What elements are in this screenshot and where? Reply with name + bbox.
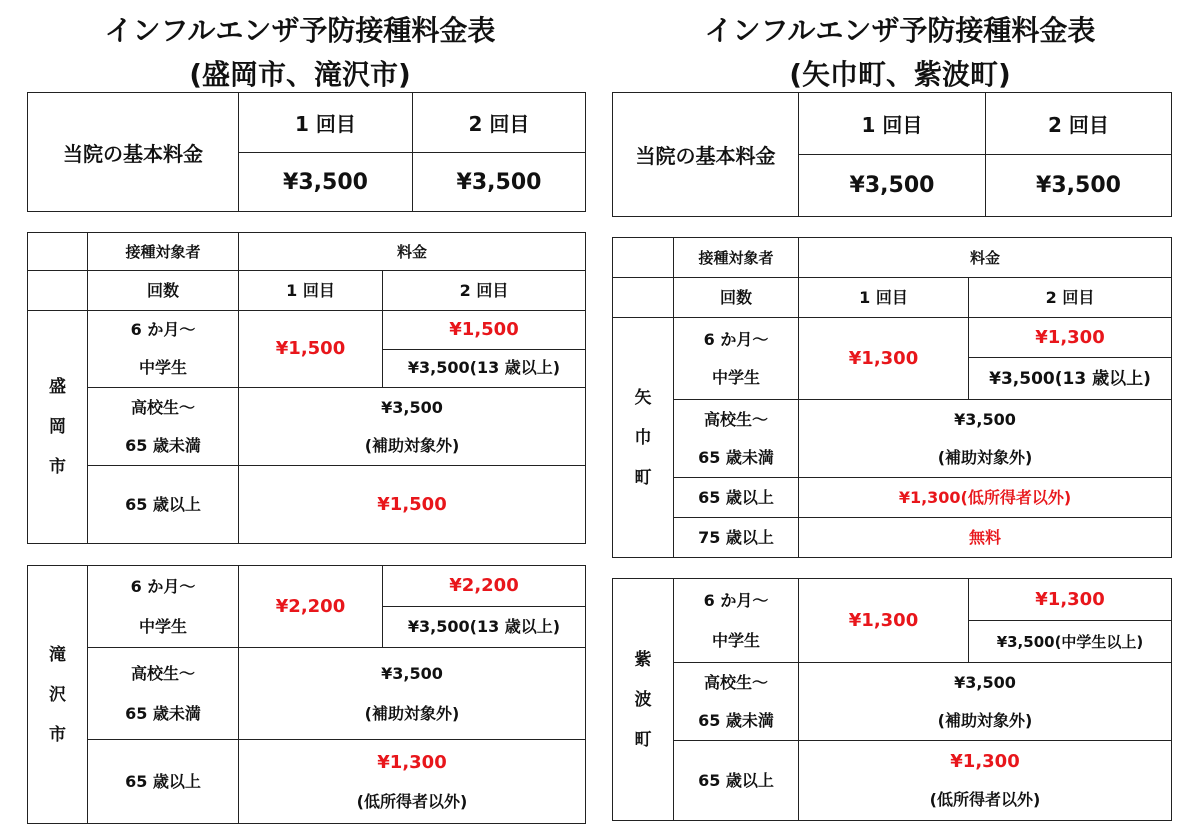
elder-price: 無料: [799, 518, 1172, 558]
adult-price: ¥3,500 (補助対象外): [239, 388, 586, 466]
child-first-price: ¥2,200: [239, 566, 383, 648]
child-second-price-over: ¥3,500(中学生以上): [969, 621, 1172, 663]
left-subtitle: (盛岡市、滝沢市): [189, 58, 411, 91]
right-subtitle: (矢巾町、紫波町): [789, 58, 1011, 91]
morioka-fee-table: [27, 232, 586, 544]
basic-first-price: ¥3,500: [799, 155, 986, 217]
child-second-price: ¥1,500: [383, 311, 586, 350]
municipality-shiwa: 紫 波 町: [613, 579, 674, 821]
municipality-yahaba: 矢 巾 町: [613, 318, 674, 558]
blank-cell: [613, 278, 674, 318]
left-title: インフルエンザ予防接種料金表: [104, 14, 496, 47]
child-second-price: ¥1,300: [969, 318, 1172, 358]
child-second-price-over13: ¥3,500(13 歳以上): [969, 358, 1172, 400]
adult-age-label: 高校生〜 65 歳未満: [674, 400, 799, 478]
senior-price: ¥1,300 (低所得者以外): [799, 741, 1172, 821]
senior-age-label: 65 歳以上: [88, 466, 239, 544]
blank-cell: [613, 238, 674, 278]
takizawa-fee-table: [27, 565, 586, 824]
child-second-price-over13: ¥3,500(13 歳以上): [383, 607, 586, 648]
basic-second-header: 2 回目: [986, 93, 1172, 155]
child-first-price: ¥1,500: [239, 311, 383, 388]
senior-age-label: 65 歳以上: [88, 740, 239, 824]
senior-price: ¥1,300 (低所得者以外): [239, 740, 586, 824]
second-header: 2 回目: [383, 271, 586, 311]
basic-first-header: 1 回目: [799, 93, 986, 155]
blank-cell: [28, 233, 88, 271]
adult-age-label: 高校生〜 65 歳未満: [88, 648, 239, 740]
right-basic-fee-table: [612, 92, 1172, 217]
senior-age-label: 65 歳以上: [674, 741, 799, 821]
child-age-label: 6 か月〜 中学生: [674, 318, 799, 400]
child-age-label: 6 か月〜 中学生: [88, 566, 239, 648]
shiwa-fee-table: [612, 578, 1172, 821]
child-age-label: 6 か月〜 中学生: [674, 579, 799, 663]
basic-first-header: 1 回目: [239, 93, 413, 153]
yahaba-fee-table: [612, 237, 1172, 558]
fee-header: 料金: [799, 238, 1172, 278]
child-first-price: ¥1,300: [799, 318, 969, 400]
municipality-takizawa: 滝 沢 市: [28, 566, 88, 824]
adult-age-label: 高校生〜 65 歳未満: [88, 388, 239, 466]
child-second-price: ¥2,200: [383, 566, 586, 607]
count-header: 回数: [674, 278, 799, 318]
basic-fee-label: 当院の基本料金: [613, 93, 799, 217]
basic-second-header: 2 回目: [413, 93, 586, 153]
child-second-price-over13: ¥3,500(13 歳以上): [383, 349, 586, 388]
basic-first-price: ¥3,500: [239, 153, 413, 212]
blank-cell: [28, 271, 88, 311]
basic-second-price: ¥3,500: [986, 155, 1172, 217]
adult-age-label: 高校生〜 65 歳未満: [674, 663, 799, 741]
right-title: インフルエンザ予防接種料金表: [704, 14, 1096, 47]
first-header: 1 回目: [799, 278, 969, 318]
adult-price: ¥3,500 (補助対象外): [239, 648, 586, 740]
adult-price: ¥3,500 (補助対象外): [799, 400, 1172, 478]
senior-age-label: 65 歳以上: [674, 478, 799, 518]
count-header: 回数: [88, 271, 239, 311]
elder-age-label: 75 歳以上: [674, 518, 799, 558]
target-header: 接種対象者: [674, 238, 799, 278]
basic-fee-label: 当院の基本料金: [28, 93, 239, 212]
child-second-price: ¥1,300: [969, 579, 1172, 621]
child-first-price: ¥1,300: [799, 579, 969, 663]
child-age-label: 6 か月〜 中学生: [88, 311, 239, 388]
second-header: 2 回目: [969, 278, 1172, 318]
municipality-morioka: 盛 岡 市: [28, 311, 88, 544]
senior-price: ¥1,300(低所得者以外): [799, 478, 1172, 518]
fee-header: 料金: [239, 233, 586, 271]
senior-price: ¥1,500: [239, 466, 586, 544]
adult-price: ¥3,500 (補助対象外): [799, 663, 1172, 741]
first-header: 1 回目: [239, 271, 383, 311]
target-header: 接種対象者: [88, 233, 239, 271]
left-basic-fee-table: [27, 92, 586, 212]
basic-second-price: ¥3,500: [413, 153, 586, 212]
